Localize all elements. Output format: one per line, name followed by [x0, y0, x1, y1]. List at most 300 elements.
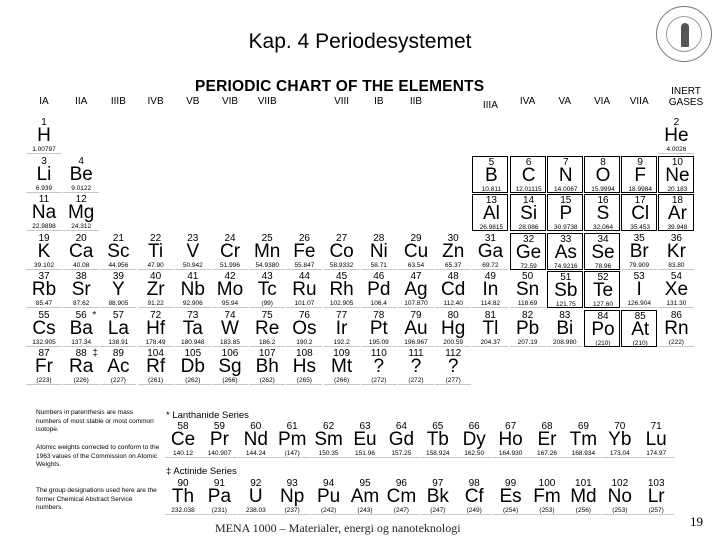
element-cell-105	[175, 348, 211, 385]
group-label: VIIB	[257, 96, 277, 107]
atomic-number: 59	[213, 421, 225, 432]
element-symbol: Sn	[515, 279, 540, 300]
element-symbol: In	[482, 279, 499, 300]
atomic-number: 28	[373, 232, 385, 244]
element-cell-95	[347, 478, 383, 515]
atomic-weight: 92.906	[182, 300, 203, 307]
atomic-number: 65	[432, 421, 444, 432]
element-cell-104	[138, 348, 174, 385]
element-symbol: Pd	[367, 279, 391, 300]
element-symbol: P	[559, 203, 573, 224]
element-cell-67	[493, 421, 529, 458]
note-group-designations: The group designations used here are the former Chemical Abstract Service numbers.	[36, 487, 157, 511]
atomic-weight: (223)	[36, 377, 52, 384]
element-symbol: Rn	[664, 317, 689, 339]
atomic-weight: 186.2	[259, 338, 276, 346]
element-cell-9	[621, 156, 657, 193]
element-symbol: Cd	[441, 279, 466, 300]
group-label: IVB	[147, 96, 164, 107]
element-cell-109	[324, 348, 360, 385]
actinide-series-label: ‡ Actinide Series	[166, 466, 237, 477]
element-cell-50	[510, 271, 546, 308]
element-cell-68	[529, 421, 565, 458]
atomic-weight: 30.9738	[554, 224, 578, 231]
element-cell-107	[249, 348, 285, 385]
atomic-number: 62	[323, 421, 335, 432]
atomic-weight: 144.24	[245, 450, 266, 457]
atomic-weight: 138.91	[108, 338, 129, 346]
atomic-number: 60	[250, 421, 262, 432]
element-cell-89	[92, 348, 136, 385]
element-symbol: Si	[520, 203, 538, 224]
atomic-number: 16	[597, 195, 609, 206]
element-symbol: Pt	[369, 317, 388, 339]
element-cell-41	[175, 271, 211, 308]
element-cell-23	[175, 233, 211, 270]
atomic-number: 66	[468, 421, 480, 432]
element-symbol: Th	[171, 486, 195, 507]
atomic-weight: 78.96	[594, 262, 612, 270]
atomic-weight: 158.924	[426, 450, 450, 457]
atomic-weight: (231)	[211, 507, 227, 514]
atomic-number: 103	[647, 478, 665, 489]
element-symbol: Y	[112, 279, 125, 300]
element-symbol: N	[558, 164, 573, 186]
atomic-weight: 91.22	[147, 300, 164, 307]
element-symbol: Po	[591, 318, 615, 340]
atomic-number: 79	[410, 309, 422, 321]
atomic-number: 63	[359, 421, 371, 432]
atomic-weight: 74.9216	[554, 262, 578, 270]
atomic-number: 11	[38, 194, 50, 205]
element-cell-62	[311, 421, 347, 458]
atomic-weight: 85.47	[35, 300, 53, 307]
element-cell-85	[621, 310, 657, 347]
element-symbol: Ce	[170, 429, 196, 450]
element-cell-42	[212, 271, 248, 308]
atomic-weight: 55.847	[294, 261, 315, 269]
atomic-number: 7	[563, 156, 569, 168]
atomic-number: 55	[38, 309, 50, 321]
element-symbol: Kr	[666, 240, 686, 262]
group-label: VIA	[593, 96, 611, 107]
element-cell-16	[584, 194, 620, 231]
element-cell-49	[472, 271, 508, 308]
atomic-number: 32	[523, 233, 535, 245]
atomic-number: 77	[336, 309, 348, 321]
element-symbol: Mo	[216, 279, 244, 300]
atomic-weight: 22.9898	[32, 223, 56, 230]
atomic-number: 39	[112, 271, 124, 282]
element-cell-84	[584, 310, 620, 347]
atomic-number: 36	[670, 232, 682, 244]
atomic-weight: 39.948	[667, 224, 688, 231]
element-symbol: Gd	[388, 429, 415, 450]
atomic-number: 109	[333, 348, 350, 359]
element-symbol: F	[634, 164, 646, 186]
atomic-weight: (210)	[595, 339, 611, 347]
note-parenthesis: Numbers in parenthesis are mass numbers of most stable or most common isotope.	[36, 409, 154, 433]
element-cell-48	[435, 271, 471, 308]
element-symbol: Ru	[292, 279, 317, 300]
element-symbol: ?	[447, 356, 459, 377]
atomic-weight: 150.35	[318, 450, 339, 457]
atomic-weight: 137.34	[71, 338, 92, 346]
atomic-number: 12	[75, 194, 87, 205]
atomic-number: 91	[213, 478, 225, 489]
atomic-number: 52	[597, 272, 609, 283]
element-cell-38	[63, 271, 99, 308]
element-symbol: Bi	[556, 317, 574, 339]
atomic-number: 98	[468, 478, 480, 489]
group-label: IIIA	[482, 100, 498, 111]
element-cell-8	[584, 156, 620, 193]
atomic-number: 31	[484, 232, 496, 244]
atomic-number: 104	[147, 348, 164, 359]
atomic-weight: (272)	[408, 377, 424, 384]
atomic-weight: 51.996	[220, 261, 240, 269]
atomic-number: 81	[484, 309, 496, 321]
atomic-weight: 204.37	[480, 338, 501, 346]
atomic-number: 56	[75, 309, 87, 321]
atomic-number: 48	[447, 271, 459, 282]
element-symbol: Nb	[180, 279, 205, 300]
element-symbol: Pm	[277, 429, 307, 450]
element-symbol: Es	[499, 486, 522, 507]
element-cell-32	[510, 233, 546, 270]
element-symbol: Ni	[369, 240, 388, 262]
atomic-weight: (261)	[148, 377, 164, 384]
atomic-weight: 106.4	[370, 300, 387, 307]
atomic-weight: 72.59	[520, 262, 537, 270]
element-symbol: Ar	[667, 203, 687, 224]
element-cell-39	[100, 271, 136, 308]
atomic-weight: 39.102	[34, 261, 54, 269]
element-cell-96	[383, 478, 419, 515]
element-symbol: Cm	[386, 486, 417, 507]
element-cell-61	[274, 421, 310, 458]
element-cell-108	[286, 348, 322, 385]
chart-title: PERIODIC CHART OF THE ELEMENTS	[195, 78, 485, 95]
atomic-number: 69	[577, 421, 589, 432]
inert-gases-label: INERT GASES	[668, 86, 704, 108]
atomic-number: 19	[38, 232, 50, 244]
element-cell-63	[347, 421, 383, 458]
atomic-weight: 168.934	[571, 450, 596, 457]
page-number: 19	[690, 514, 703, 529]
atomic-weight: 1.00797	[32, 146, 56, 153]
element-cell-22	[138, 233, 174, 270]
element-symbol: Bh	[255, 356, 279, 377]
element-cell-53	[621, 271, 657, 308]
element-symbol: Ra	[69, 356, 94, 377]
element-symbol: Nd	[243, 429, 268, 450]
atomic-number: 5	[488, 156, 495, 168]
atomic-weight: 190.2	[296, 338, 313, 346]
element-cell-37	[26, 271, 62, 308]
atomic-number: 64	[395, 421, 407, 432]
atomic-weight: 50.942	[182, 261, 203, 269]
atomic-number: 112	[445, 348, 462, 359]
element-cell-64	[383, 421, 419, 458]
element-cell-33	[547, 233, 583, 270]
atomic-weight: 208.980	[553, 338, 577, 346]
element-cell-106	[212, 348, 248, 385]
element-symbol: Db	[180, 356, 205, 377]
element-cell-40	[138, 271, 174, 308]
element-symbol: Ba	[69, 317, 93, 339]
element-cell-29	[398, 233, 434, 270]
element-cell-75	[249, 310, 285, 347]
element-cell-57	[92, 309, 136, 347]
atomic-weight: 132.905	[32, 338, 56, 346]
element-cell-54	[658, 271, 694, 308]
atomic-number: 61	[286, 421, 298, 432]
atomic-number: 30	[447, 232, 459, 244]
atomic-weight: 18.9984	[628, 185, 652, 193]
element-cell-7	[547, 156, 583, 193]
element-cell-30	[435, 233, 471, 270]
element-symbol: Rh	[329, 279, 354, 300]
element-symbol: Cf	[464, 486, 484, 507]
element-cell-35	[621, 233, 657, 270]
atomic-weight: 95.94	[221, 300, 239, 307]
atomic-number: 8	[600, 156, 606, 168]
atomic-number: 111	[408, 348, 424, 359]
element-symbol: Sc	[107, 240, 130, 262]
group-label: IB	[374, 96, 384, 107]
atomic-number: 13	[485, 195, 497, 206]
atomic-number: 44	[298, 271, 310, 282]
atomic-number: 43	[261, 271, 273, 282]
element-cell-31	[472, 233, 508, 270]
element-symbol: Ge	[515, 241, 542, 263]
atomic-weight: 12.01115	[515, 185, 542, 193]
atomic-weight: (253)	[539, 507, 555, 514]
atomic-number: 18	[671, 195, 683, 206]
element-symbol: Na	[31, 202, 57, 223]
group-label: IIIB	[110, 96, 126, 107]
atomic-weight: 173.04	[609, 450, 630, 457]
atomic-weight: 107.870	[404, 300, 428, 307]
atomic-weight: 101.07	[294, 300, 315, 307]
atomic-number: 6	[525, 156, 532, 168]
element-symbol: Ne	[665, 164, 690, 186]
atomic-number: 54	[670, 271, 682, 282]
atomic-weight: 114.82	[480, 300, 501, 307]
element-symbol: Ac	[107, 356, 130, 377]
element-cell-47	[398, 271, 434, 308]
element-symbol: Lu	[645, 429, 667, 450]
atomic-number: 71	[650, 421, 662, 432]
atomic-number: 110	[370, 348, 387, 359]
element-symbol: Fr	[35, 356, 53, 377]
atomic-weight: (210)	[632, 339, 648, 347]
element-cell-91	[201, 478, 237, 515]
element-cell-28	[361, 233, 397, 270]
element-cell-72	[138, 310, 174, 347]
element-cell-24	[212, 233, 248, 270]
atomic-weight: 167.26	[537, 450, 557, 457]
atomic-weight: 24.312	[71, 223, 92, 230]
element-symbol: V	[186, 240, 200, 262]
atomic-weight: (262)	[259, 377, 275, 384]
group-label: IA	[39, 96, 49, 107]
element-cell-52	[584, 271, 620, 308]
atomic-weight: (242)	[321, 507, 337, 514]
atomic-number: 99	[505, 478, 517, 489]
element-symbol: Am	[350, 486, 380, 507]
atomic-number: 102	[611, 478, 629, 489]
lanthanide-series-label: * Lanthanide Series	[166, 410, 249, 421]
element-symbol: Zn	[442, 240, 465, 262]
atomic-number: 35	[633, 232, 645, 244]
atomic-number: 21	[112, 232, 124, 244]
atomic-weight: 102.905	[329, 300, 354, 307]
atomic-weight: 58.9332	[329, 261, 354, 269]
atomic-weight: 54.9380	[255, 261, 279, 269]
atomic-number: 76	[298, 309, 310, 321]
atomic-number: 33	[560, 233, 572, 245]
element-symbol: ?	[373, 356, 385, 377]
atomic-weight: (243)	[357, 507, 373, 514]
element-cell-112	[435, 348, 471, 385]
element-symbol: Ga	[477, 240, 504, 262]
atomic-weight: 164.930	[498, 450, 523, 457]
element-symbol: Ti	[148, 240, 164, 262]
atomic-weight: (266)	[334, 377, 350, 384]
element-symbol: He	[664, 125, 689, 146]
element-cell-34	[584, 233, 620, 270]
element-symbol: Mg	[67, 202, 95, 223]
element-cell-15	[547, 194, 583, 231]
atomic-number: 95	[359, 478, 371, 489]
atomic-number: 29	[410, 232, 422, 244]
atomic-number: 3	[41, 155, 47, 167]
atomic-number: 72	[150, 309, 162, 321]
element-symbol: Pu	[316, 486, 341, 507]
atomic-weight: 140.12	[173, 450, 193, 457]
atomic-weight: 238.03	[245, 507, 266, 514]
atomic-number: 41	[187, 271, 199, 282]
element-cell-59	[201, 421, 237, 458]
atomic-number: 51	[560, 272, 572, 283]
group-label: VIB	[221, 96, 239, 107]
atomic-weight: (227)	[110, 377, 126, 384]
element-symbol: Er	[537, 429, 557, 450]
element-cell-10	[658, 156, 694, 193]
atomic-weight: 9.0122	[71, 184, 92, 192]
element-symbol: H	[37, 125, 51, 146]
element-symbol: Bk	[426, 486, 449, 507]
slide-title: Kap. 4 Periodesystemet	[248, 30, 472, 53]
element-symbol: Pb	[515, 317, 540, 339]
atomic-weight: 196.967	[404, 338, 428, 346]
atomic-weight: (257)	[648, 507, 664, 514]
atomic-weight: 200.59	[443, 338, 464, 346]
group-label: IIB	[409, 96, 423, 107]
element-cell-27	[324, 233, 360, 270]
element-cell-94	[311, 478, 347, 515]
element-cell-5	[472, 156, 508, 193]
element-symbol: Eu	[353, 429, 377, 450]
element-cell-111	[398, 348, 434, 385]
element-cell-4	[63, 156, 99, 193]
atomic-weight: 118.69	[517, 300, 538, 307]
element-symbol: Os	[292, 317, 317, 339]
atomic-number: 26	[298, 232, 310, 244]
atomic-number: 83	[559, 309, 571, 321]
atomic-weight: 65.37	[445, 261, 462, 269]
element-symbol: Hf	[146, 317, 166, 339]
element-cell-65	[420, 421, 456, 458]
atomic-weight: 4.0026	[666, 146, 687, 153]
element-cell-13	[472, 194, 508, 231]
atomic-weight: (247)	[393, 507, 409, 514]
element-symbol: Ta	[182, 317, 203, 339]
element-cell-44	[286, 271, 322, 308]
university-seal-icon	[656, 6, 712, 62]
atomic-weight: 26.9815	[479, 224, 504, 231]
element-symbol: Mn	[253, 240, 281, 262]
element-cell-82	[510, 310, 546, 347]
atomic-weight: 10.811	[481, 185, 502, 193]
element-cell-97	[420, 478, 456, 515]
atomic-number: 38	[75, 271, 87, 282]
atomic-number: 47	[410, 271, 422, 282]
element-symbol: Te	[592, 280, 614, 301]
element-cell-3	[26, 156, 62, 193]
atomic-weight: 32.064	[593, 224, 613, 231]
element-cell-6	[510, 156, 546, 193]
atomic-weight: (254)	[503, 507, 519, 514]
atomic-number: 22	[150, 232, 162, 244]
atomic-number: 87	[38, 348, 50, 359]
element-cell-78	[361, 310, 397, 347]
element-symbol: Au	[404, 317, 428, 339]
element-cell-71	[638, 421, 674, 458]
element-cell-99	[493, 478, 529, 515]
element-cell-80	[435, 310, 471, 347]
atomic-number: 4	[78, 155, 84, 167]
atomic-weight: 157.25	[391, 450, 412, 457]
atomic-weight: (265)	[296, 377, 312, 384]
atomic-weight: 131.30	[666, 300, 687, 307]
atomic-weight: 174.97	[646, 450, 667, 457]
atomic-weight: 15.9994	[591, 185, 615, 193]
atomic-number: 90	[177, 478, 189, 489]
element-cell-14	[510, 194, 546, 231]
atomic-weight: 232.038	[171, 507, 195, 514]
element-cell-70	[602, 421, 638, 458]
atomic-number: 73	[187, 309, 199, 321]
series-marker: ‡	[92, 348, 98, 359]
atomic-weight: (277)	[445, 377, 461, 384]
element-symbol: As	[554, 241, 577, 263]
element-symbol: U	[248, 486, 263, 507]
element-cell-87	[26, 348, 62, 385]
atomic-weight: 20.183	[667, 185, 688, 193]
atomic-number: 100	[538, 478, 556, 489]
group-label: IVA	[519, 96, 536, 107]
atomic-weight: 83.80	[668, 261, 685, 269]
element-cell-43	[249, 271, 285, 308]
group-label: VB	[186, 96, 200, 107]
atomic-weight: (237)	[284, 507, 300, 514]
element-symbol: Li	[36, 163, 52, 185]
atomic-number: 97	[432, 478, 444, 489]
element-cell-21	[100, 233, 136, 270]
